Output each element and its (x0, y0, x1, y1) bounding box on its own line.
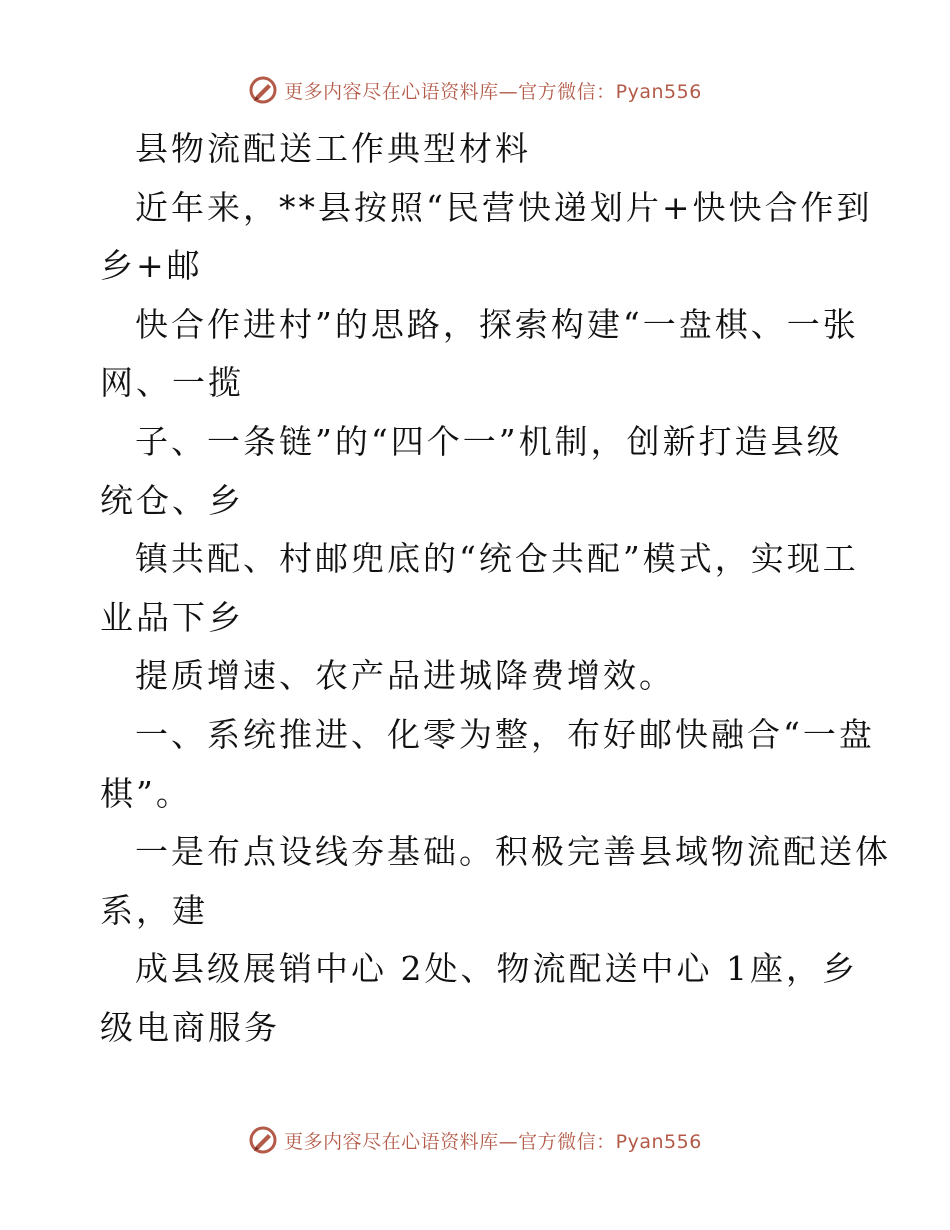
watermark-text: 更多内容尽在心语资料库—官方微信：Pyan556 (284, 80, 702, 103)
document-line: 近年来，**县按照“民营快递划片+快快合作到 (135, 187, 873, 227)
watermark-banner-bottom (0, 1120, 950, 1160)
document-line: 子、一条链”的“四个一”机制，创新打造县级 (135, 421, 843, 461)
document-line: 镇共配、村邮兜底的“统仓共配”模式，实现工 (135, 539, 859, 579)
watermark-text: 更多内容尽在心语资料库—官方微信：Pyan556 (284, 1130, 702, 1153)
document-line: 成县级展销中心 2处、物流配送中心 1座，乡 (135, 949, 858, 989)
document-line: 统仓、乡 (100, 480, 244, 520)
document-line: 棋”。 (100, 773, 192, 813)
document-line: 一、系统推进、化零为整，布好邮快融合“一盘 (135, 714, 875, 754)
document-line: 网、一揽 (100, 363, 244, 403)
document-line: 乡+邮 (100, 246, 203, 286)
document-line: 一是布点设线夯基础。积极完善县域物流配送体 (135, 832, 891, 872)
document-line: 快合作进村”的思路，探索构建“一盘棋、一张 (135, 304, 859, 344)
pen-logo-icon (248, 1125, 278, 1155)
pen-logo-icon (248, 75, 278, 105)
document-line: 业品下乡 (100, 597, 244, 637)
document-line: 县物流配送工作典型材料 (135, 129, 531, 168)
document-line: 级电商服务 (100, 1007, 280, 1047)
watermark-banner-top (0, 70, 950, 110)
document-line: 系，建 (100, 890, 208, 930)
document-body (0, 120, 950, 1058)
document-line: 提质增速、农产品进城降费增效。 (135, 656, 675, 696)
